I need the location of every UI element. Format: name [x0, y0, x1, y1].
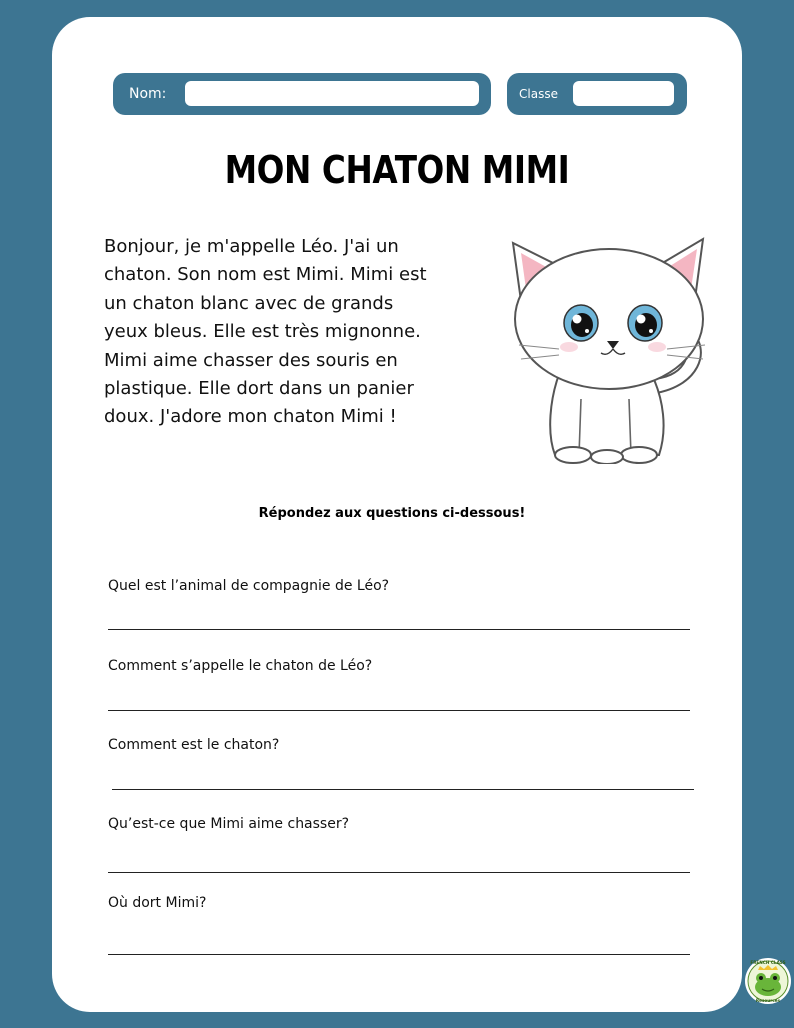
class-input[interactable] [573, 81, 674, 106]
instruction-text: Répondez aux questions ci-dessous! [258, 506, 526, 521]
story-line: Mimi aime chasser des souris en [104, 349, 398, 371]
page-title: MON CHATON MIMI [224, 148, 570, 192]
story-line: chaton. Son nom est Mimi. Mimi est [104, 264, 427, 286]
story-line: un chaton blanc avec de grands [104, 292, 394, 314]
worksheet [52, 17, 742, 1012]
badge-text-bottom: Resources [755, 998, 781, 1003]
cat-illustration [499, 219, 719, 464]
answer-line-4[interactable] [108, 872, 690, 873]
question-3: Comment est le chaton? [108, 737, 280, 753]
badge-text-top: FRENCH CLASS [750, 960, 786, 965]
story-line: yeux bleus. Elle est très mignonne. [104, 321, 421, 343]
answer-line-3[interactable] [112, 789, 694, 790]
answer-line-5[interactable] [108, 954, 690, 955]
story-text [104, 233, 474, 432]
question-4: Qu’est-ce que Mimi aime chasser? [108, 816, 350, 832]
name-label: Nom: [129, 86, 167, 102]
story-line: plastique. Elle dort dans un panier [104, 378, 414, 400]
story-line: Bonjour, je m'appelle Léo. J'ai un [104, 236, 399, 257]
answer-line-1[interactable] [108, 629, 690, 630]
question-5: Où dort Mimi? [108, 895, 207, 911]
answer-line-2[interactable] [108, 710, 690, 711]
story-line: doux. J'adore mon chaton Mimi ! [104, 406, 397, 428]
class-bar [507, 73, 687, 115]
frog-badge-icon [744, 956, 792, 1006]
question-1: Quel est l’animal de compagnie de Léo? [108, 578, 390, 594]
name-input[interactable] [185, 81, 479, 106]
question-2: Comment s’appelle le chaton de Léo? [108, 658, 373, 674]
class-label: Classe [519, 87, 558, 101]
name-bar [113, 73, 491, 115]
